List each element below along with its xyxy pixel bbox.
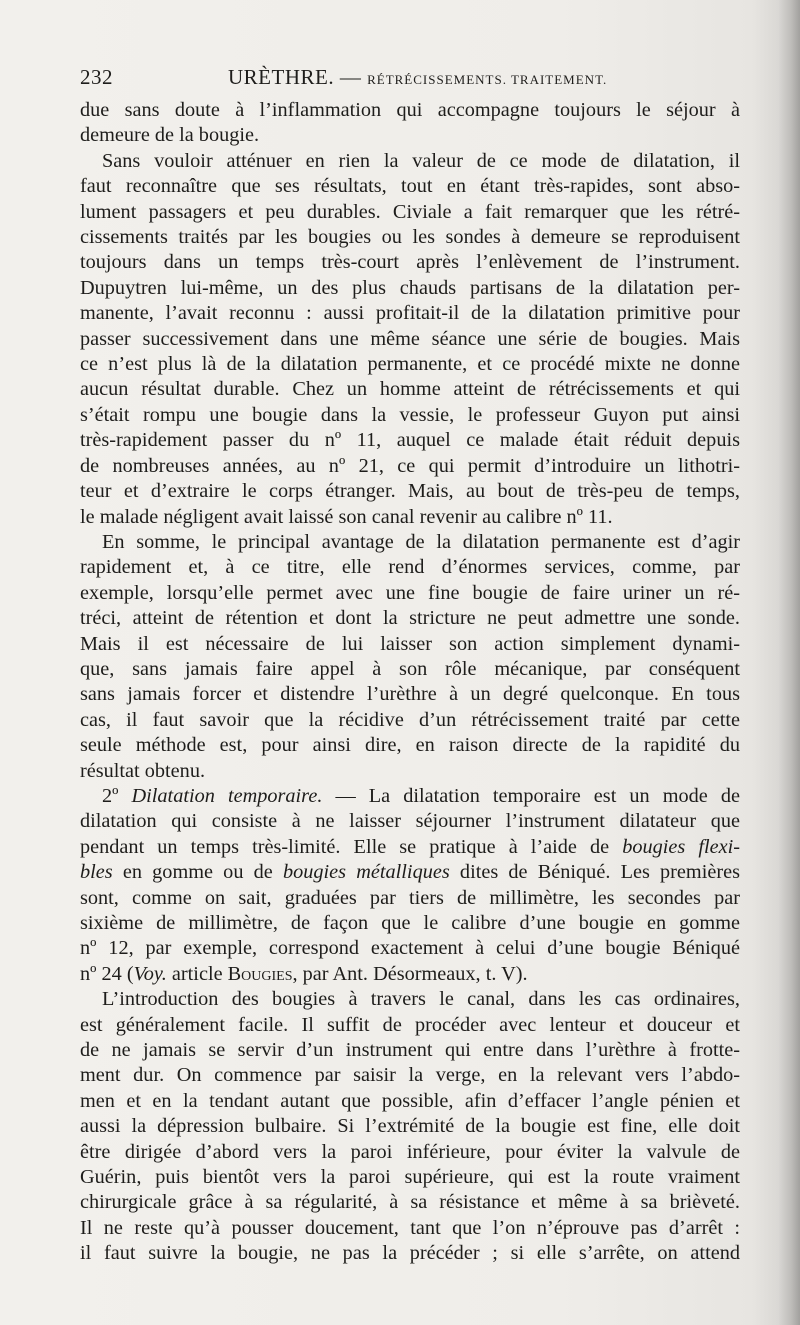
text-line: il faut suivre la bougie, ne pas la précéder ; si elle s’arrête, on attend	[80, 1242, 740, 1265]
paragraph-3	[80, 784, 740, 987]
title-dash: —	[339, 65, 362, 89]
text-line: ce n’est plus là de la dilatation permanente, et ce procédé mixte ne donne	[80, 353, 740, 376]
paragraph-4	[80, 987, 740, 1266]
text-line: chirurgicale grâce à sa régularité, à sa résistance et même à sa brièveté.	[80, 1191, 740, 1214]
text-line: Guérin, puis bientôt vers la paroi supérieure, qui est la route vraiment	[80, 1166, 740, 1189]
text-line: de ne jamais se servir d’un instrument qui entre dans l’urèthre à frotte-	[80, 1039, 740, 1062]
text-line: passer successivement dans une même séance une série de bougies. Mais	[80, 327, 740, 350]
paragraph-2	[80, 530, 740, 784]
running-title	[228, 65, 607, 90]
text-line: rapidement et, à ce titre, elle rend d’énormes services, comme, par	[80, 556, 740, 579]
text-line: En somme, le principal avantage de la dilatation permanente est d’agir	[102, 530, 740, 553]
text-line: sixième de millimètre, de façon que le calibre d’une bougie en gomme	[80, 912, 740, 934]
text-line: demeure de la bougie.	[80, 124, 260, 147]
section-heading: Dilatation temporaire.	[131, 784, 323, 807]
text-line	[80, 860, 740, 885]
text-line	[80, 784, 740, 809]
text-line: Sans vouloir atténuer en rien la valeur de ce mode de dilatation, il	[102, 149, 740, 172]
text-line: très-rapidement passer du nº 11, auquel ce malade était réduit depuis	[80, 429, 740, 452]
text-line: de nombreuses années, au nº 21, ce qui permit d’introduire un lithotri-	[80, 454, 740, 477]
smallcaps-term: Bougies	[227, 962, 293, 985]
text-line: cissements traités par les bougies ou les sondes à demeure se reproduisent	[80, 226, 740, 249]
paragraph-1	[80, 149, 740, 530]
text-line: cas, il faut savoir que la récidive d’un rétrécissement traité par cette	[80, 708, 740, 731]
section-title: RÉTRÉCISSEMENTS. TRAITEMENT.	[367, 72, 608, 87]
text-span: en gomme ou de	[112, 861, 283, 884]
text-line: L’introduction des bougies à travers le canal, dans les cas ordinaires,	[102, 988, 740, 1011]
text-line: toujours dans un temps très-court après l’enlèvement de l’instrument.	[80, 251, 740, 274]
text-span: article	[166, 962, 228, 985]
text-line: sont, comme on sait, graduées par tiers de millimètre, les secondes par	[80, 886, 740, 909]
text-span: nº 24 (	[80, 962, 134, 985]
text-line: teur et d’extraire le corps étranger. Mais, au bout de très-peu de temps,	[80, 480, 740, 503]
text-line: Il ne reste qu’à pousser doucement, tant que l’on n’éprouve pas d’arrêt :	[80, 1216, 740, 1239]
text-line: le malade négligent avait laissé son canal revenir au calibre nº 11.	[80, 505, 613, 528]
page-number: 232	[80, 65, 113, 89]
section-number: 2º	[102, 784, 132, 807]
italic-term: bougies métalliques	[282, 861, 450, 884]
text-line: s’était rompu une bougie dans la vessie, le professeur Guyon put ainsi	[80, 403, 740, 426]
text-span: — La dilatation temporaire est un mode de	[322, 784, 740, 807]
title-word: URÈTHRE.	[228, 65, 335, 89]
text-line: due sans doute à l’inflammation qui accompagne toujours le séjour à	[80, 99, 740, 121]
text-line: Dupuytren lui-même, un des plus chauds partisans de la dilatation per-	[80, 276, 740, 299]
text-line	[80, 962, 740, 987]
text-line: être dirigée d’abord vers la paroi inférieure, pour éviter la valvule de	[80, 1140, 740, 1163]
text-line: résultat obtenu.	[80, 759, 206, 782]
text-line: Mais il est nécessaire de lui laisser son action simplement dynami-	[80, 632, 740, 655]
paragraph-0	[80, 98, 740, 149]
italic-term: bles	[80, 861, 113, 884]
italic-term: bougies flexi-	[622, 835, 740, 858]
text-line: seule méthode est, pour ainsi dire, en raison directe de la rapidité du	[80, 734, 740, 757]
text-line	[80, 835, 740, 860]
text-line: dilatation qui consiste à ne laisser séjourner l’instrument dilatateur que	[80, 810, 740, 833]
text-line: lument passagers et peu durables. Civiale a fait remarquer que les rétré-	[80, 200, 740, 223]
text-line: men et en la tendant autant que possible, afin d’effacer l’angle pénien et	[80, 1089, 740, 1112]
text-span: pendant un temps très-limité. Elle se pratique à l’aide de	[80, 835, 623, 858]
text-line: ment dur. On commence par saisir la verge, en la relevant vers l’abdo-	[80, 1064, 740, 1087]
text-line: aussi la dépression bulbaire. Si l’extrémité de la bougie est fine, elle doit	[80, 1115, 740, 1138]
text-line: exemple, lorsqu’elle permet avec une fine bougie de faire uriner un ré-	[80, 581, 740, 604]
text-line: tréci, atteint de rétention et dont la stricture ne peut admettre une sonde.	[80, 607, 740, 630]
italic-term: Voy.	[133, 962, 167, 985]
text-line: que, sans jamais faire appel à son rôle mécanique, par conséquent	[80, 657, 740, 680]
text-span: , par Ant. Désormeaux, t. V).	[292, 962, 528, 985]
text-span: dites de Béniqué. Les premières	[449, 861, 740, 884]
text-line: manente, l’avait reconnu : aussi profitait-il de la dilatation primitive pour	[80, 302, 740, 325]
text-line: aucun résultat durable. Chez un homme atteint de rétrécissements et qui	[80, 378, 740, 401]
text-line: nº 12, par exemple, correspond exactement à celui d’une bougie Béniqué	[80, 937, 740, 960]
running-header	[80, 62, 740, 94]
body-text	[80, 98, 740, 1267]
text-line: sans jamais forcer et distendre l’urèthre à un degré quelconque. En tous	[80, 683, 740, 706]
page-spine-shadow	[778, 0, 800, 1325]
text-line: faut reconnaître que ses résultats, tout en étant très-rapides, sont abso-	[80, 175, 740, 198]
text-line: est généralement facile. Il suffit de procéder avec lenteur et douceur et	[80, 1013, 740, 1036]
